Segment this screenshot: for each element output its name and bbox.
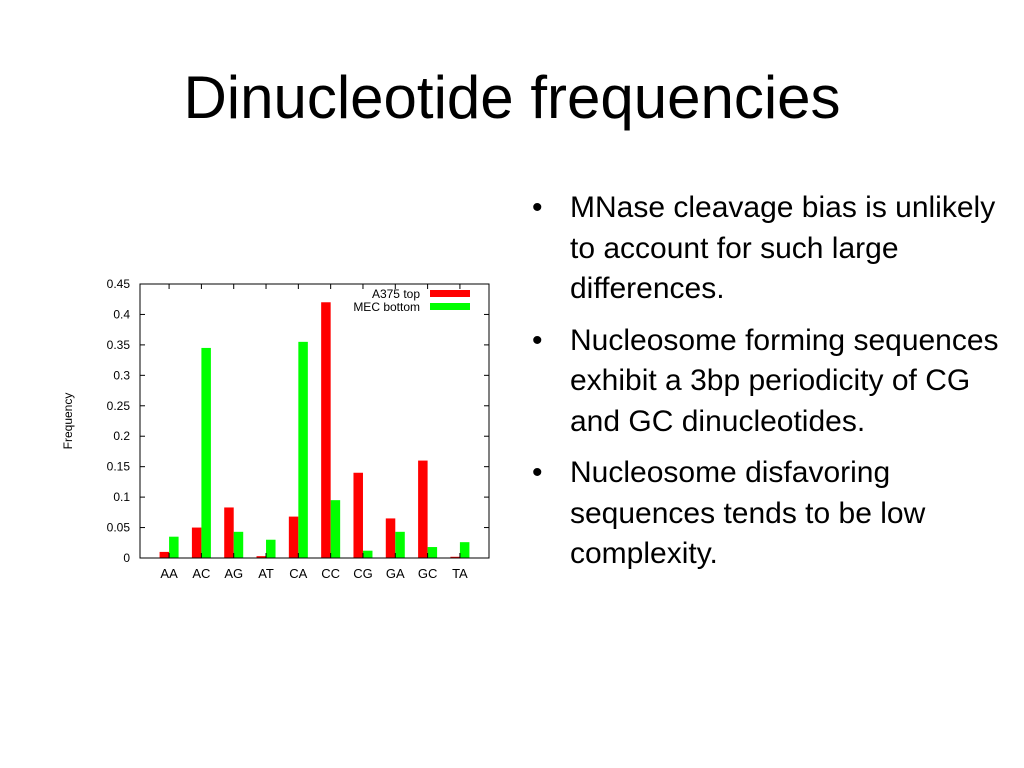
y-axis-label: Frequency [61, 392, 75, 450]
bullet-text: MNase cleavage bias is unlikely to account for such large differences. [570, 191, 996, 305]
bar-mec-bottom [266, 540, 276, 558]
bullet-list [530, 188, 1000, 586]
y-tick-label: 0.4 [113, 307, 130, 322]
y-tick-label: 0.05 [106, 520, 130, 535]
legend-label: A375 top [371, 287, 420, 301]
y-tick-label: 0.2 [113, 429, 130, 444]
x-tick-label: GA [385, 566, 405, 581]
bullet-marker: • [532, 323, 543, 357]
y-tick-label: 0.45 [106, 277, 130, 291]
y-tick-label: 0.35 [106, 337, 130, 352]
bar-a375-top [192, 528, 202, 558]
bar-a375-top [418, 461, 428, 558]
y-tick-label: 0.25 [106, 398, 130, 413]
x-tick-label: CG [353, 566, 373, 581]
bar-a375-top [321, 302, 331, 558]
x-tick-label: TA [452, 566, 468, 581]
bar-mec-bottom [460, 542, 470, 558]
bar-mec-bottom [428, 547, 438, 558]
y-tick-label: 0.3 [113, 368, 130, 383]
bar-a375-top [224, 507, 234, 558]
legend-swatch [430, 303, 470, 310]
bar-mec-bottom [169, 537, 179, 558]
bullet-marker: • [532, 191, 543, 224]
plot-frame [140, 284, 489, 558]
bar-mec-bottom [395, 532, 405, 558]
x-tick-label: CA [289, 566, 308, 581]
bar-mec-bottom [201, 348, 211, 558]
bar-a375-top [353, 473, 363, 558]
x-tick-label: GC [417, 566, 438, 581]
bullet-text: Nucleosome forming sequences exhibit a 3bp periodicity of CG and GC dinucleotides. [570, 323, 999, 438]
x-tick-label: AC [192, 566, 211, 581]
y-tick-label: 0.15 [106, 459, 130, 474]
bullet-text: Nucleosome disfavoring sequences tends to be low complexity. [570, 456, 926, 570]
bullet-marker: • [532, 456, 543, 489]
slide-title: Dinucleotide frequencies [183, 64, 841, 131]
bar-a375-top [289, 517, 299, 558]
x-tick-label: AT [258, 566, 274, 581]
x-tick-label: AG [224, 566, 244, 581]
x-tick-label: CC [321, 566, 341, 581]
x-tick-label: AA [160, 566, 178, 581]
legend-label: MEC bottom [353, 300, 420, 314]
y-tick-label: 0 [123, 551, 130, 565]
bar-mec-bottom [234, 532, 244, 558]
y-tick-label: 0.1 [113, 490, 130, 505]
bar-mec-bottom [298, 342, 308, 558]
bullet-item [530, 188, 1000, 310]
frequency-bar-chart [50, 268, 520, 598]
bar-a375-top [160, 552, 170, 558]
bullet-item [530, 321, 1000, 443]
legend-swatch [430, 290, 470, 297]
bar-mec-bottom [363, 551, 373, 558]
bullet-item [530, 453, 1000, 575]
chart-svg [50, 268, 520, 598]
bar-a375-top [386, 518, 396, 558]
bar-mec-bottom [331, 500, 341, 558]
